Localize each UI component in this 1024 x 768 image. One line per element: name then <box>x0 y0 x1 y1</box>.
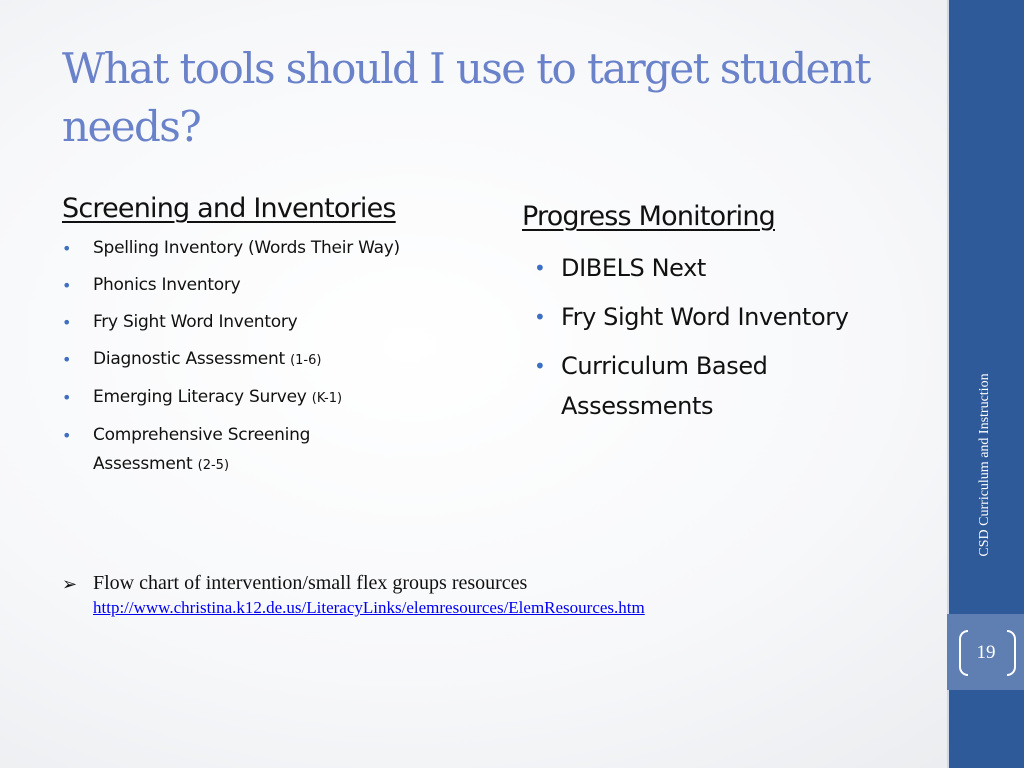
flow-chart-note <box>62 570 942 620</box>
bullet-dot-icon: • <box>62 239 72 258</box>
list-item <box>62 383 502 413</box>
list-item-text: DIBELS Next <box>561 254 706 282</box>
grade-range: (2-5) <box>197 458 230 473</box>
bullet-dot-icon: • <box>62 350 72 369</box>
bullet-dot-icon: • <box>534 256 546 280</box>
arrowhead-bullet-icon: ➢ <box>62 574 78 594</box>
list-item-text: Fry Sight Word Inventory <box>561 303 849 331</box>
progress-column <box>522 198 922 435</box>
progress-heading: Progress Monitoring <box>522 201 775 232</box>
list-item-text: Diagnostic Assessment (1-6) <box>93 349 322 369</box>
screening-heading: Screening and Inventories <box>62 193 396 224</box>
screening-column <box>62 190 502 488</box>
screening-list <box>62 234 502 480</box>
bullet-dot-icon: • <box>62 276 72 295</box>
page-number: 19 <box>976 642 996 663</box>
list-item <box>62 271 502 300</box>
page-number-box <box>947 614 1024 690</box>
bullet-dot-icon: • <box>534 305 546 329</box>
sidebar-band <box>947 0 1024 768</box>
bullet-dot-icon: • <box>534 354 546 378</box>
list-item-text: Emerging Literacy Survey (K-1) <box>93 387 343 407</box>
bullet-dot-icon: • <box>62 426 72 445</box>
list-item-text: Phonics Inventory <box>93 275 241 295</box>
grade-range: (1-6) <box>290 353 322 368</box>
bullet-dot-icon: • <box>62 313 72 332</box>
flow-chart-text: Flow chart of intervention/small flex groups resources <box>93 572 528 594</box>
list-item <box>62 345 502 375</box>
list-item-text: Fry Sight Word Inventory <box>93 312 298 332</box>
list-item <box>62 421 393 480</box>
progress-list <box>522 248 922 426</box>
left-bracket-icon <box>959 630 968 676</box>
footer-text: CSD Curriculum and Instruction <box>977 373 992 557</box>
right-bracket-icon <box>1007 630 1016 676</box>
list-item <box>522 297 922 337</box>
list-item-text: Spelling Inventory (Words Their Way) <box>93 238 400 258</box>
list-item <box>522 248 922 288</box>
list-item <box>62 234 502 263</box>
list-item <box>522 346 821 426</box>
bullet-dot-icon: • <box>62 388 72 407</box>
list-item-text: Comprehensive Screening Assessment (2-5) <box>93 425 311 474</box>
list-item-text: Curriculum Based Assessments <box>561 352 768 420</box>
slide-title: What tools should I use to target student needs? <box>62 44 870 151</box>
list-item <box>62 308 502 337</box>
resources-link[interactable]: http://www.christina.k12.de.us/LiteracyLinks/elemresources/ElemResources.htm <box>93 598 645 617</box>
grade-range: (K-1) <box>311 391 343 406</box>
